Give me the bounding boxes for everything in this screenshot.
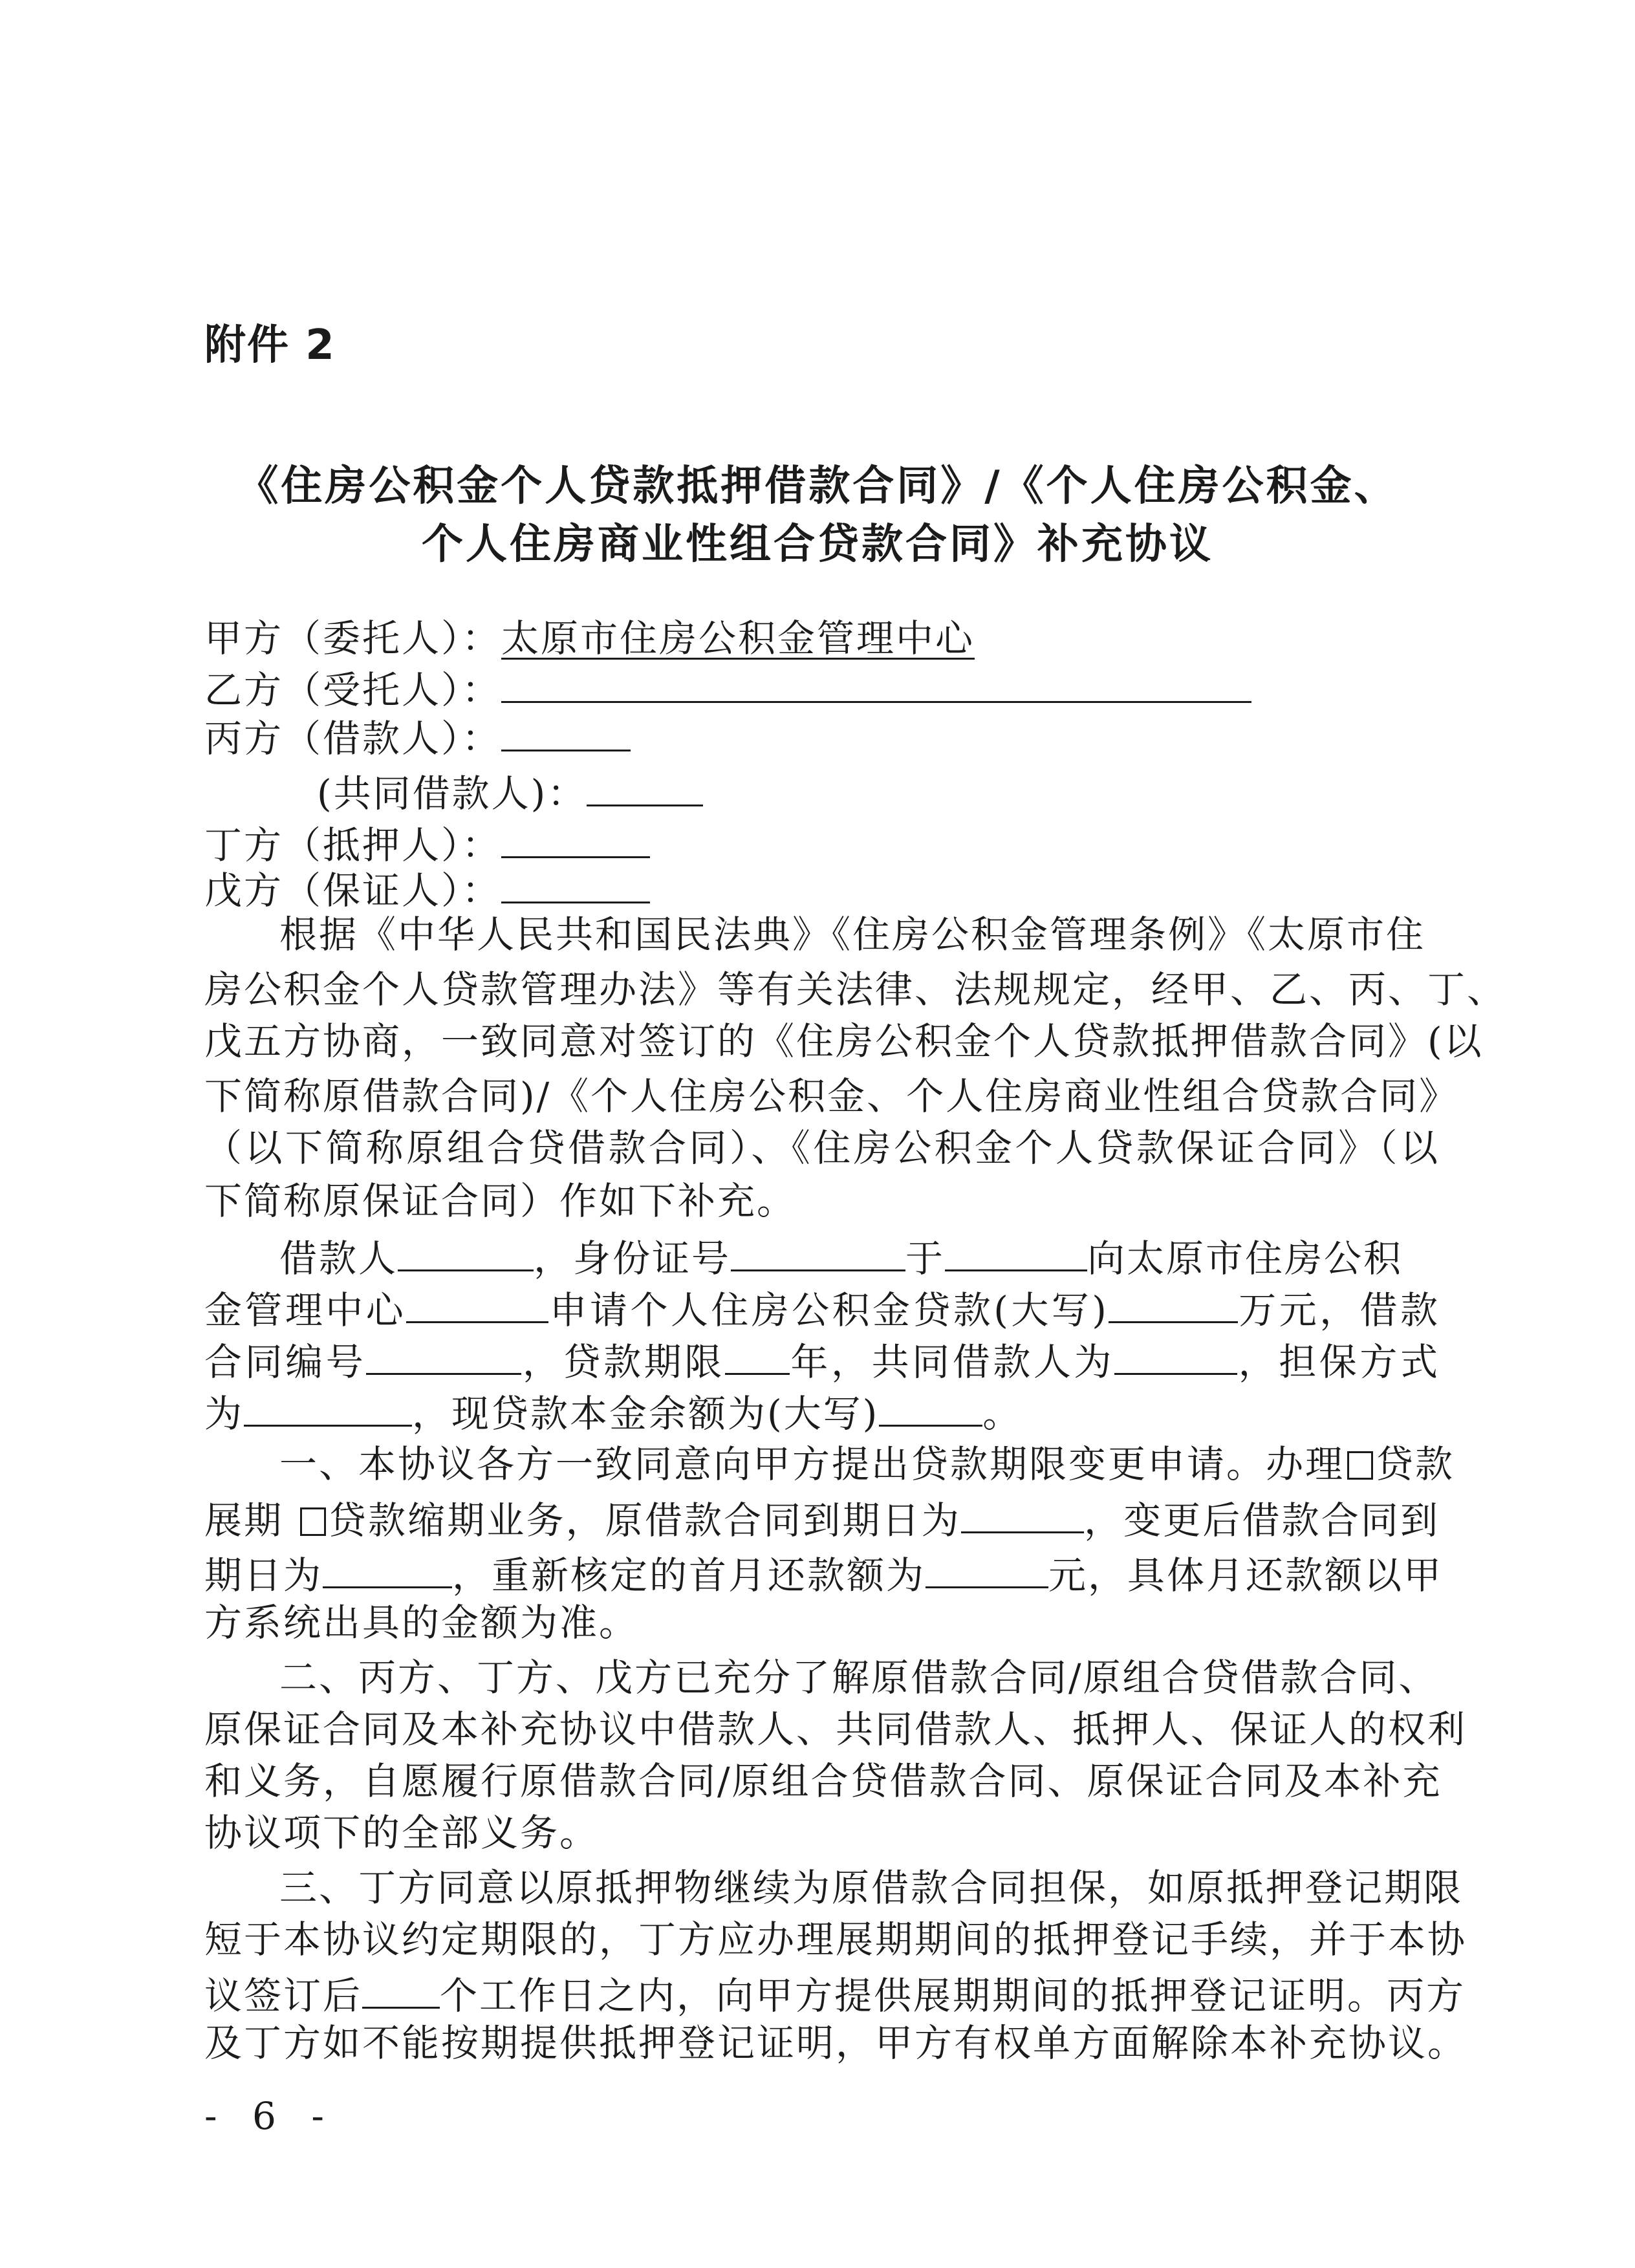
borrower-name-blank[interactable]	[398, 1233, 534, 1271]
loan-text: 合同编号	[204, 1340, 367, 1384]
clause-text: 元，具体月还款额以甲	[1048, 1553, 1444, 1597]
clause-2-line-4: 协议项下的全部义务。	[204, 1811, 600, 1855]
party-b-blank[interactable]	[501, 665, 1251, 703]
apply-date-blank[interactable]	[406, 1285, 548, 1323]
loan-term-blank[interactable]	[725, 1337, 790, 1375]
clause-2-line-1: 二、丙方、丁方、戊方已充分了解原借款合同/原组合贷借款合同、	[279, 1656, 1438, 1700]
id-number-blank[interactable]	[731, 1233, 905, 1271]
loan-shorten-checkbox[interactable]	[300, 1507, 326, 1536]
party-b-row	[204, 665, 1440, 711]
working-days-blank[interactable]	[362, 1971, 440, 2009]
loan-amount-blank[interactable]	[1109, 1285, 1238, 1323]
party-c-blank[interactable]	[501, 713, 631, 751]
loan-info-line-2	[204, 1285, 1440, 1331]
title-line-2: 个人住房商业性组合贷款合同》补充协议	[422, 521, 1213, 568]
preamble-line-2: 房公积金个人贷款管理办法》等有关法律、法规规定，经甲、乙、丙、丁、	[204, 967, 1507, 1011]
preamble-line-3: 戊五方协商，一致同意对签订的《住房公积金个人贷款抵押借款合同》(以	[204, 1019, 1484, 1063]
loan-text: 年，共同借款人为	[789, 1340, 1115, 1384]
date-blank[interactable]	[945, 1233, 1087, 1271]
clause-text: ，重新核定的首月还款额为	[452, 1553, 926, 1597]
clause-text: 展期	[204, 1498, 298, 1542]
loan-extension-checkbox[interactable]	[1347, 1451, 1373, 1480]
guarantee-method-blank[interactable]	[244, 1388, 412, 1427]
party-d-row	[204, 820, 1440, 866]
title-line-1: 《住房公积金个人贷款抵押借款合同》/《个人住房公积金、	[237, 462, 1398, 510]
clause-2-line-2: 原保证合同及本补充协议中借款人、共同借款人、抵押人、保证人的权利	[204, 1707, 1467, 1751]
co-borrower-label: (共同借款人)：	[317, 772, 587, 815]
loan-text: 向太原市住房公积	[1087, 1237, 1403, 1280]
loan-text: 。	[982, 1392, 1023, 1436]
party-a-value: 太原市住房公积金管理中心	[501, 616, 975, 660]
attachment-label: 附件 2	[204, 321, 336, 369]
party-c-row	[204, 713, 1440, 759]
party-e-blank[interactable]	[501, 865, 650, 903]
principal-balance-blank[interactable]	[879, 1388, 982, 1427]
clause-1-line-3	[204, 1550, 1444, 1597]
loan-text: ，担保方式	[1237, 1340, 1440, 1384]
loan-text: 万元，借款	[1237, 1288, 1440, 1332]
clause-text: ，变更后借款合同到	[1083, 1498, 1440, 1542]
clause-text: 贷款	[1376, 1442, 1455, 1486]
party-e-row	[204, 865, 1440, 911]
contract-number-blank[interactable]	[366, 1337, 521, 1375]
page-number: - 6 -	[204, 2094, 336, 2138]
loan-text: 于	[905, 1237, 946, 1280]
party-c-label: 丙方（借款人）：	[204, 717, 502, 761]
co-borrower-blank[interactable]	[587, 768, 703, 806]
clause-1-line-1	[279, 1442, 1455, 1486]
loan-text: 借款人	[279, 1237, 398, 1280]
original-maturity-blank[interactable]	[961, 1495, 1084, 1533]
loan-text: 为	[204, 1392, 244, 1436]
co-borrower-row	[317, 768, 1552, 814]
party-d-blank[interactable]	[501, 820, 650, 858]
loan-text: 申请个人住房公积金贷款(大写)	[548, 1288, 1109, 1332]
clause-3-line-3	[204, 1971, 1466, 2018]
clause-text: 个工作日之内，向甲方提供展期期间的抵押登记证明。丙方	[440, 1974, 1466, 2018]
clause-2-line-3: 和义务，自愿履行原借款合同/原组合贷借款合同、原保证合同及本补充	[204, 1759, 1442, 1803]
clause-3-line-1: 三、丁方同意以原抵押物继续为原借款合同担保，如原抵押登记期限	[279, 1866, 1464, 1910]
clause-1-line-2	[204, 1495, 1440, 1541]
clause-1-line-4: 方系统出具的金额为准。	[204, 1601, 639, 1645]
clause-text: 议签订后	[204, 1974, 363, 2018]
loan-text: ，身份证号	[534, 1237, 731, 1280]
loan-text: ，现贷款本金余额为(大写)	[412, 1392, 880, 1436]
party-a-row	[204, 618, 1440, 659]
first-repayment-blank[interactable]	[926, 1550, 1048, 1588]
clause-text: 贷款缩期业务，原借款合同到期日为	[328, 1498, 961, 1542]
loan-text: 金管理中心	[204, 1288, 407, 1332]
party-d-label: 丁方（抵押人）：	[204, 823, 502, 867]
preamble-line-4: 下简称原借款合同)/《个人住房公积金、个人住房商业性组合贷款合同》	[204, 1074, 1459, 1118]
preamble-line-5: （以下简称原组合贷借款合同）、《住房公积金个人贷款保证合同》（以	[204, 1126, 1440, 1170]
clause-text: 一、本协议各方一致同意向甲方提出贷款期限变更申请。办理	[279, 1442, 1345, 1486]
party-a-label: 甲方（委托人）：	[204, 616, 502, 660]
co-borrower-name-blank[interactable]	[1114, 1337, 1237, 1375]
preamble-line-6: 下简称原保证合同）作如下补充。	[204, 1179, 797, 1223]
preamble-line-1: 根据《中华人民共和国民法典》《住房公积金管理条例》《太原市住	[279, 913, 1426, 956]
party-b-label: 乙方（受托人）：	[204, 668, 502, 712]
loan-text: ，贷款期限	[521, 1340, 725, 1384]
new-maturity-blank[interactable]	[323, 1550, 452, 1588]
clause-text: 期日为	[204, 1553, 323, 1597]
loan-info-line-3	[204, 1337, 1440, 1383]
party-e-label: 戊方（保证人）：	[204, 869, 502, 913]
clause-3-line-4: 及丁方如不能按期提供抵押登记证明，甲方有权单方面解除本补充协议。	[204, 2021, 1467, 2065]
clause-3-line-2: 短于本协议约定期限的，丁方应办理展期期间的抵押登记手续，并于本协	[204, 1917, 1467, 1961]
loan-info-line-4	[204, 1388, 1440, 1434]
loan-info-line-1	[279, 1233, 1403, 1280]
